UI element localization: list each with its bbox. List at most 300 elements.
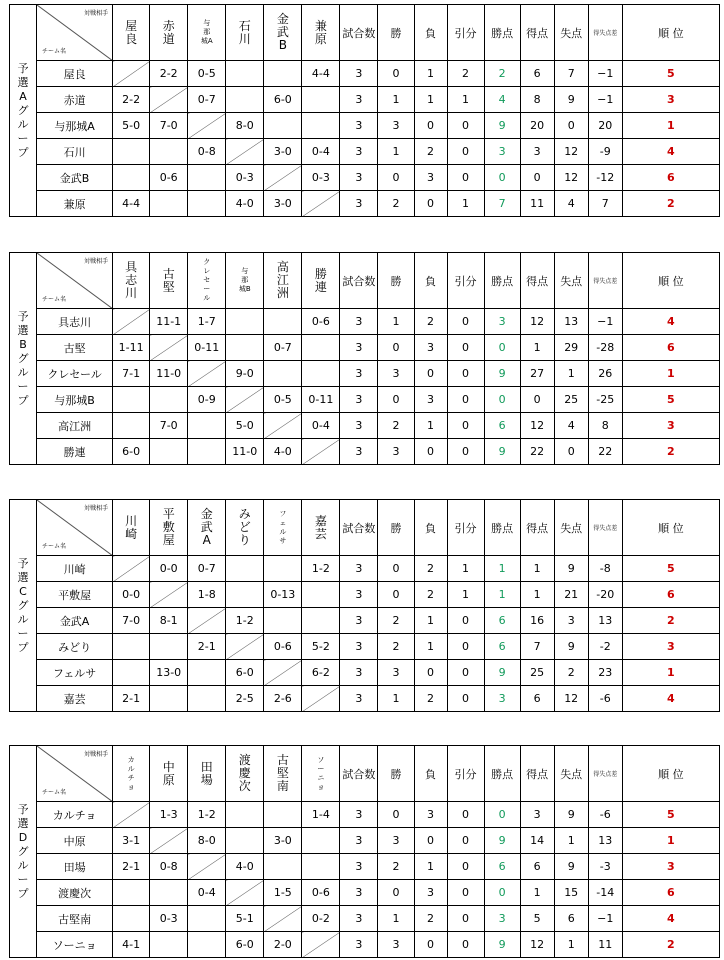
stat-value: 1	[554, 361, 588, 387]
match-result: 0-0	[150, 556, 188, 582]
corner-cell	[37, 5, 113, 61]
stat-value: 3	[378, 361, 414, 387]
match-result: 4-0	[226, 854, 264, 880]
stat-value: 9	[484, 932, 520, 958]
stat-value: 11	[588, 932, 622, 958]
stat-value: 4	[622, 906, 719, 932]
stat-header: 失点	[554, 500, 588, 556]
stat-value: 3	[340, 139, 378, 165]
table-row	[10, 608, 720, 634]
group-1-table	[9, 252, 720, 465]
opponent-header: 金武B	[264, 5, 302, 61]
stat-value: 0	[414, 932, 447, 958]
team-name: 勝連	[37, 439, 113, 465]
stat-value: 0	[447, 854, 484, 880]
stat-value: 3	[340, 660, 378, 686]
match-result: 0-11	[302, 387, 340, 413]
stat-value: 3	[378, 828, 414, 854]
stat-header: 得点	[520, 500, 554, 556]
team-name: ソーニョ	[37, 932, 113, 958]
match-result: 6-0	[113, 439, 150, 465]
stat-value: 3	[378, 932, 414, 958]
stat-value: 0	[484, 165, 520, 191]
stat-value: 2	[622, 932, 719, 958]
stat-value: 3	[340, 113, 378, 139]
match-result: 1-3	[150, 802, 188, 828]
stat-value: 29	[554, 335, 588, 361]
stat-value: 0	[447, 361, 484, 387]
stat-value: 1	[378, 906, 414, 932]
match-result	[264, 802, 302, 828]
match-result	[264, 906, 302, 932]
team-name: 高江洲	[37, 413, 113, 439]
stat-header: 順 位	[622, 500, 719, 556]
match-result	[150, 191, 188, 217]
stat-header: 試合数	[340, 500, 378, 556]
stat-value: 0	[378, 387, 414, 413]
match-result: 11-1	[150, 309, 188, 335]
stat-value: 4	[622, 686, 719, 712]
stat-header: 失点	[554, 746, 588, 802]
team-name: 金武A	[37, 608, 113, 634]
stat-value: −1	[588, 309, 622, 335]
match-result	[264, 165, 302, 191]
table-row	[10, 906, 720, 932]
stat-value: 0	[520, 387, 554, 413]
stat-value: 0	[378, 802, 414, 828]
match-result: 2-1	[113, 854, 150, 880]
match-result	[264, 660, 302, 686]
stat-value: 1	[414, 413, 447, 439]
stat-value: 0	[554, 113, 588, 139]
match-result: 0-7	[188, 87, 226, 113]
match-result	[113, 906, 150, 932]
stat-value: 3	[622, 87, 719, 113]
match-result	[226, 556, 264, 582]
stat-value: 3	[622, 854, 719, 880]
stat-value: 3	[340, 802, 378, 828]
match-result: 5-1	[226, 906, 264, 932]
match-result: 0-11	[188, 335, 226, 361]
match-result: 5-2	[302, 634, 340, 660]
match-result: 11-0	[150, 361, 188, 387]
team-name: 屋良	[37, 61, 113, 87]
match-result	[150, 87, 188, 113]
stat-header: 得点	[520, 5, 554, 61]
stat-header: 負	[414, 253, 447, 309]
stat-value: 1	[378, 139, 414, 165]
match-result	[188, 191, 226, 217]
stat-header: 得点	[520, 746, 554, 802]
stat-value: 0	[447, 139, 484, 165]
match-result: 6-0	[226, 660, 264, 686]
team-label: チーム名	[42, 48, 67, 55]
table-row	[10, 439, 720, 465]
stat-value: 16	[520, 608, 554, 634]
stat-header: 勝点	[484, 500, 520, 556]
stat-value: 3	[414, 802, 447, 828]
stat-header: 順 位	[622, 746, 719, 802]
stat-value: 1	[484, 582, 520, 608]
stat-value: 4	[622, 309, 719, 335]
stat-value: 9	[484, 439, 520, 465]
match-result	[113, 413, 150, 439]
match-result	[150, 932, 188, 958]
stat-value: 1	[378, 309, 414, 335]
match-result: 0-7	[188, 556, 226, 582]
stat-value: 0	[414, 113, 447, 139]
stat-value: 0	[447, 686, 484, 712]
table-row	[10, 582, 720, 608]
table-row	[10, 828, 720, 854]
stat-value: 1	[622, 113, 719, 139]
match-result: 0-6	[302, 880, 340, 906]
stat-value: 3	[484, 309, 520, 335]
table-row	[10, 634, 720, 660]
stat-value: 2	[378, 634, 414, 660]
match-result: 3-0	[264, 191, 302, 217]
stat-value: 3	[554, 608, 588, 634]
stat-value: 9	[554, 87, 588, 113]
opponent-label: 対戦相手	[84, 751, 109, 758]
opponent-header: 与那城B	[226, 253, 264, 309]
stat-header: 引分	[447, 5, 484, 61]
match-result: 5-0	[226, 413, 264, 439]
stat-header: 得点	[520, 253, 554, 309]
stat-header: 得失点差	[588, 500, 622, 556]
stat-value: 3	[622, 634, 719, 660]
stat-value: 6	[520, 61, 554, 87]
match-result: 0-6	[264, 634, 302, 660]
opponent-header: 与那城A	[188, 5, 226, 61]
stat-value: -8	[588, 556, 622, 582]
stat-value: 2	[378, 608, 414, 634]
match-result	[113, 660, 150, 686]
stat-value: 1	[520, 556, 554, 582]
stat-value: −1	[588, 87, 622, 113]
stat-value: 25	[554, 387, 588, 413]
stat-value: 3	[340, 413, 378, 439]
opponent-header: 古堅南	[264, 746, 302, 802]
opponent-header: 具志川	[113, 253, 150, 309]
stat-value: 3	[484, 686, 520, 712]
team-label: チーム名	[42, 543, 67, 550]
stat-value: 0	[447, 309, 484, 335]
stat-value: 0	[447, 828, 484, 854]
match-result: 8-0	[226, 113, 264, 139]
match-result	[264, 413, 302, 439]
group-label: 予選Bグループ	[10, 253, 37, 465]
stat-value: 2	[378, 413, 414, 439]
stat-value: 3	[340, 61, 378, 87]
match-result	[302, 686, 340, 712]
stat-header: 試合数	[340, 746, 378, 802]
stat-value: 6	[484, 413, 520, 439]
stat-value: 2	[414, 906, 447, 932]
stat-value: -20	[588, 582, 622, 608]
stat-value: 7	[520, 634, 554, 660]
opponent-header: 嘉芸	[302, 500, 340, 556]
group-2-table	[9, 499, 720, 712]
stat-value: -9	[588, 139, 622, 165]
stat-value: 15	[554, 880, 588, 906]
stat-value: 1	[554, 932, 588, 958]
match-result: 1-4	[302, 802, 340, 828]
team-name: 与那城B	[37, 387, 113, 413]
stat-value: 3	[340, 191, 378, 217]
match-result: 4-4	[113, 191, 150, 217]
match-result: 0-3	[150, 906, 188, 932]
stat-header: 負	[414, 746, 447, 802]
stat-value: 0	[447, 932, 484, 958]
team-name: 渡慶次	[37, 880, 113, 906]
table-row	[10, 139, 720, 165]
stat-value: 23	[588, 660, 622, 686]
match-result	[302, 191, 340, 217]
opponent-header: 勝連	[302, 253, 340, 309]
stat-value: 3	[622, 413, 719, 439]
stat-header: 勝点	[484, 746, 520, 802]
group-0-table	[9, 4, 720, 217]
match-result: 0-7	[264, 335, 302, 361]
stat-value: 1	[520, 335, 554, 361]
stat-value: 5	[622, 556, 719, 582]
stat-value: 13	[554, 309, 588, 335]
match-result: 13-0	[150, 660, 188, 686]
stat-value: 21	[554, 582, 588, 608]
match-result: 0-3	[302, 165, 340, 191]
stat-value: 6	[484, 608, 520, 634]
stat-header: 得失点差	[588, 253, 622, 309]
match-result	[302, 582, 340, 608]
match-result	[113, 802, 150, 828]
match-result	[188, 906, 226, 932]
stat-value: 1	[414, 61, 447, 87]
stat-value: 0	[414, 828, 447, 854]
team-name: クレセール	[37, 361, 113, 387]
stat-value: 0	[447, 802, 484, 828]
stat-value: 3	[340, 556, 378, 582]
stat-header: 順 位	[622, 253, 719, 309]
match-result: 6-0	[264, 87, 302, 113]
team-name: 石川	[37, 139, 113, 165]
table-row	[10, 191, 720, 217]
stat-value: 3	[340, 854, 378, 880]
opponent-label: 対戦相手	[84, 10, 109, 17]
stat-value: 9	[484, 828, 520, 854]
table-row	[10, 686, 720, 712]
match-result	[302, 439, 340, 465]
stat-value: 13	[588, 608, 622, 634]
match-result: 7-0	[150, 413, 188, 439]
match-result: 2-0	[264, 932, 302, 958]
stat-value: 2	[622, 191, 719, 217]
match-result: 4-0	[226, 191, 264, 217]
stat-value: 3	[340, 87, 378, 113]
stat-value: 9	[484, 113, 520, 139]
team-name: 与那城A	[37, 113, 113, 139]
match-result: 4-1	[113, 932, 150, 958]
match-result	[150, 686, 188, 712]
stat-value: 5	[520, 906, 554, 932]
stat-value: 8	[520, 87, 554, 113]
match-result: 2-2	[150, 61, 188, 87]
stat-header: 順 位	[622, 5, 719, 61]
opponent-header: 渡慶次	[226, 746, 264, 802]
stat-value: −1	[588, 61, 622, 87]
match-result	[113, 387, 150, 413]
stat-value: 5	[622, 61, 719, 87]
opponent-header: フェルサ	[264, 500, 302, 556]
corner-cell	[37, 500, 113, 556]
stat-value: -2	[588, 634, 622, 660]
stat-value: 1	[378, 87, 414, 113]
stat-value: 1	[622, 361, 719, 387]
opponent-header: 金武A	[188, 500, 226, 556]
stat-value: 3	[378, 660, 414, 686]
group-label: 予選Dグループ	[10, 746, 37, 958]
match-result	[226, 309, 264, 335]
stat-value: 0	[447, 660, 484, 686]
match-result: 8-1	[150, 608, 188, 634]
stat-value: 4	[554, 191, 588, 217]
stat-value: 9	[554, 556, 588, 582]
match-result	[302, 361, 340, 387]
team-name: 田場	[37, 854, 113, 880]
stat-value: 1	[554, 828, 588, 854]
stat-value: 3	[340, 608, 378, 634]
match-result: 2-5	[226, 686, 264, 712]
team-name: 川崎	[37, 556, 113, 582]
opponent-label: 対戦相手	[84, 505, 109, 512]
stat-value: 12	[520, 309, 554, 335]
stat-value: 1	[520, 582, 554, 608]
match-result: 0-3	[226, 165, 264, 191]
stat-value: 1	[378, 686, 414, 712]
match-result	[150, 387, 188, 413]
match-result: 9-0	[226, 361, 264, 387]
stat-value: -12	[588, 165, 622, 191]
match-result: 8-0	[188, 828, 226, 854]
stat-value: 3	[340, 361, 378, 387]
stat-value: 1	[414, 854, 447, 880]
match-result: 0-6	[302, 309, 340, 335]
table-row	[10, 932, 720, 958]
stat-value: 1	[414, 608, 447, 634]
match-result	[113, 309, 150, 335]
match-result	[150, 828, 188, 854]
stat-header: 勝	[378, 5, 414, 61]
match-result: 0-9	[188, 387, 226, 413]
match-result	[226, 880, 264, 906]
team-name: 金武B	[37, 165, 113, 191]
opponent-header: 赤道	[150, 5, 188, 61]
match-result: 2-1	[188, 634, 226, 660]
stat-value: 3	[378, 113, 414, 139]
corner-cell	[37, 746, 113, 802]
team-name: 具志川	[37, 309, 113, 335]
stat-value: 14	[520, 828, 554, 854]
stat-value: 3	[340, 634, 378, 660]
match-result	[302, 87, 340, 113]
match-result	[264, 113, 302, 139]
stat-value: 0	[484, 802, 520, 828]
stat-header: 失点	[554, 5, 588, 61]
stat-value: 3	[340, 439, 378, 465]
stat-value: 12	[554, 686, 588, 712]
stat-header: 試合数	[340, 253, 378, 309]
stat-value: 1	[622, 828, 719, 854]
stat-value: 22	[520, 439, 554, 465]
stat-value: 3	[520, 139, 554, 165]
table-row	[10, 335, 720, 361]
stat-value: 4	[622, 139, 719, 165]
stat-value: 3	[340, 828, 378, 854]
match-result	[302, 608, 340, 634]
stat-value: 0	[447, 439, 484, 465]
stat-value: 6	[622, 880, 719, 906]
stat-value: 9	[554, 802, 588, 828]
stat-value: 0	[447, 335, 484, 361]
stat-value: 2	[622, 608, 719, 634]
stat-value: 3	[340, 387, 378, 413]
table-row	[10, 854, 720, 880]
stat-header: 引分	[447, 500, 484, 556]
match-result	[113, 556, 150, 582]
match-result	[302, 854, 340, 880]
stat-value: 12	[520, 932, 554, 958]
match-result: 0-4	[302, 139, 340, 165]
match-result	[188, 854, 226, 880]
stat-value: 1	[447, 556, 484, 582]
stat-value: 0	[520, 165, 554, 191]
stat-value: 2	[414, 686, 447, 712]
team-name: みどり	[37, 634, 113, 660]
stat-value: -6	[588, 802, 622, 828]
stat-value: 4	[484, 87, 520, 113]
opponent-header: 兼原	[302, 5, 340, 61]
stat-value: 2	[414, 582, 447, 608]
stat-value: 22	[588, 439, 622, 465]
match-result	[113, 139, 150, 165]
match-result: 0-4	[188, 880, 226, 906]
match-result	[188, 113, 226, 139]
stat-value: 8	[588, 413, 622, 439]
match-result: 2-1	[113, 686, 150, 712]
match-result	[150, 439, 188, 465]
table-row	[10, 61, 720, 87]
stat-value: -3	[588, 854, 622, 880]
match-result	[264, 608, 302, 634]
match-result: 1-11	[113, 335, 150, 361]
stat-value: 6	[520, 686, 554, 712]
match-result	[226, 61, 264, 87]
match-result	[226, 828, 264, 854]
stat-value: -14	[588, 880, 622, 906]
team-name: 中原	[37, 828, 113, 854]
team-name: 平敷屋	[37, 582, 113, 608]
match-result: 2-2	[113, 87, 150, 113]
stat-header: 引分	[447, 253, 484, 309]
stat-value: 0	[484, 335, 520, 361]
stat-header: 勝	[378, 500, 414, 556]
table-row	[10, 387, 720, 413]
match-result	[188, 413, 226, 439]
opponent-header: 石川	[226, 5, 264, 61]
stat-value: 0	[447, 906, 484, 932]
match-result: 3-1	[113, 828, 150, 854]
stat-value: 3	[340, 165, 378, 191]
